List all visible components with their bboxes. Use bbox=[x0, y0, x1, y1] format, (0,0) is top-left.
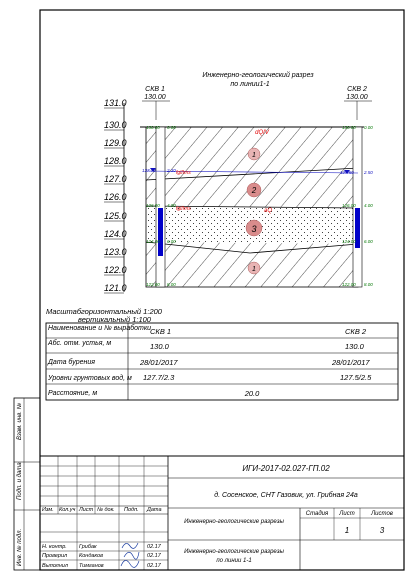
svg-text:02.17: 02.17 bbox=[147, 553, 161, 559]
svg-text:1: 1 bbox=[252, 152, 256, 159]
svg-text:Подп.: Подп. bbox=[124, 507, 139, 513]
svg-text:4.00: 4.00 bbox=[167, 203, 176, 208]
row-label: Абс. отм. устья, м bbox=[48, 340, 112, 347]
svg-text:127.50: 127.50 bbox=[340, 170, 354, 175]
row-label: Расстояние, м bbox=[48, 390, 98, 397]
section-table bbox=[46, 323, 398, 400]
signatures bbox=[121, 543, 139, 567]
svg-text:122.00: 122.00 bbox=[146, 282, 160, 287]
bh1-name: СКВ 1 bbox=[145, 86, 165, 93]
row-label: Дата бурения bbox=[48, 359, 95, 366]
y-tick: 123.0 bbox=[104, 247, 127, 257]
bh2-elev: 130.00 bbox=[346, 94, 368, 101]
soil-code: aQ bbox=[263, 208, 273, 214]
y-tick: 122.0 bbox=[104, 265, 127, 275]
svg-text:126.00: 126.00 bbox=[146, 203, 160, 208]
sheet-title: Инженерно-геологические разрезы bbox=[184, 549, 284, 555]
svg-text:Лист: Лист bbox=[79, 507, 94, 513]
sheet-subtitle: по линии 1-1 bbox=[216, 558, 252, 564]
svg-text:02.17: 02.17 bbox=[147, 563, 161, 569]
svg-text:2.30: 2.30 bbox=[167, 168, 176, 173]
bh2-name: СКВ 2 bbox=[347, 86, 367, 93]
svg-text:124.00: 124.00 bbox=[146, 239, 160, 244]
row-label: Наименование и № выработки bbox=[48, 325, 152, 332]
svg-text:130.00: 130.00 bbox=[342, 125, 356, 130]
bh1-elev: 130.00 bbox=[144, 94, 166, 101]
sheet-header: Лист bbox=[339, 511, 355, 517]
strip-label-replace: Взам. инв. № bbox=[17, 402, 23, 440]
y-tick: 129.0 bbox=[104, 138, 127, 148]
y-tick: 131.0 bbox=[104, 98, 127, 108]
sheets-total: 3 bbox=[379, 526, 385, 535]
y-tick: 121.0 bbox=[104, 283, 127, 293]
svg-text:Грибак: Грибак bbox=[79, 544, 97, 550]
y-tick: 127.0 bbox=[104, 174, 127, 184]
y-tick: 126.0 bbox=[104, 192, 127, 202]
svg-text:0.00: 0.00 bbox=[167, 125, 176, 130]
svg-text:124.00: 124.00 bbox=[342, 239, 356, 244]
svg-text:№ док.: № док. bbox=[97, 507, 115, 513]
cell-distance: 20.0 bbox=[244, 389, 260, 398]
svg-text:130.00: 130.00 bbox=[146, 125, 160, 130]
y-tick: 130.0 bbox=[104, 120, 127, 130]
elevation-scale bbox=[104, 98, 127, 293]
address: д. Сосенское, СНТ Газовик, ул. Грибная 24а bbox=[214, 492, 358, 499]
section-title: Инженерно-геологический разрез bbox=[202, 72, 314, 79]
svg-text:8.00: 8.00 bbox=[167, 282, 176, 287]
y-tick: 124.0 bbox=[104, 229, 127, 239]
cell-bh2: 127.5/2.5 bbox=[340, 373, 372, 382]
svg-text:Кондаков: Кондаков bbox=[79, 553, 103, 559]
section-subtitle: по линии1-1 bbox=[230, 81, 270, 88]
cell-bh2: 28/01/2017 bbox=[332, 358, 370, 367]
svg-text:6.00: 6.00 bbox=[167, 239, 176, 244]
sheet-number: 1 bbox=[344, 526, 350, 535]
sheets-header: Листов bbox=[371, 511, 393, 517]
project-name: Инженерно-геологические разрезы bbox=[184, 519, 284, 525]
soil-code: dQIV bbox=[255, 130, 269, 136]
strip-label-sign: Подп. и дата bbox=[17, 462, 23, 500]
svg-text:Кол.уч: Кол.уч bbox=[59, 507, 76, 513]
svg-text:Изм.: Изм. bbox=[42, 507, 54, 513]
strip-label-inv: Инв. № подл. bbox=[17, 528, 23, 566]
title-block bbox=[40, 456, 404, 570]
svg-text:8.00: 8.00 bbox=[364, 282, 373, 287]
svg-text:6.00: 6.00 bbox=[364, 239, 373, 244]
y-tick: 125.0 bbox=[104, 211, 127, 221]
svg-text:Выполнил: Выполнил bbox=[42, 563, 68, 569]
svg-text:Проверил: Проверил bbox=[42, 553, 68, 559]
row-label: Уровни грунтовых вод, м bbox=[48, 375, 132, 382]
cell-bh1: 127.7/2.3 bbox=[143, 373, 175, 382]
svg-text:Дата: Дата bbox=[147, 507, 162, 513]
cell-bh2: 130.0 bbox=[345, 342, 364, 351]
scale-horizontal: Масштабгоризонтальный 1:200 bbox=[46, 307, 162, 316]
svg-text:2: 2 bbox=[251, 186, 257, 195]
bh1-screen bbox=[158, 208, 163, 256]
svg-text:126.00: 126.00 bbox=[342, 203, 356, 208]
svg-text:Н. контр.: Н. контр. bbox=[42, 544, 67, 550]
svg-text:2.50: 2.50 bbox=[364, 170, 373, 175]
svg-text:0.00: 0.00 bbox=[364, 125, 373, 130]
svg-text:02.17: 02.17 bbox=[147, 544, 161, 550]
layer-label-1 bbox=[248, 148, 260, 160]
layer-label-3 bbox=[246, 220, 262, 236]
layer-label-2 bbox=[247, 183, 261, 197]
svg-text:3: 3 bbox=[251, 224, 257, 234]
stage-header: Стадия bbox=[305, 511, 329, 517]
cell-bh1: 130.0 bbox=[150, 342, 169, 351]
svg-text:Тимганов: Тимганов bbox=[79, 563, 104, 569]
scale-vertical: вертикальный 1:100 bbox=[78, 315, 151, 324]
y-tick: 128.0 bbox=[104, 156, 127, 166]
cell-bh2: СКВ 2 bbox=[345, 327, 367, 336]
svg-text:122.00: 122.00 bbox=[342, 282, 356, 287]
svg-text:1: 1 bbox=[252, 266, 256, 273]
cell-bh1: СКВ 1 bbox=[150, 327, 172, 336]
doc-code: ИГИ-2017-02.027-ГП.02 bbox=[242, 464, 330, 473]
svg-text:4.00: 4.00 bbox=[364, 203, 373, 208]
layer-label-4 bbox=[248, 262, 260, 274]
soil-code: fglIIms bbox=[176, 206, 191, 212]
cell-bh1: 28/01/2017 bbox=[140, 358, 178, 367]
soil-code: fglIIms bbox=[176, 170, 191, 176]
svg-text:127.70: 127.70 bbox=[142, 168, 156, 173]
